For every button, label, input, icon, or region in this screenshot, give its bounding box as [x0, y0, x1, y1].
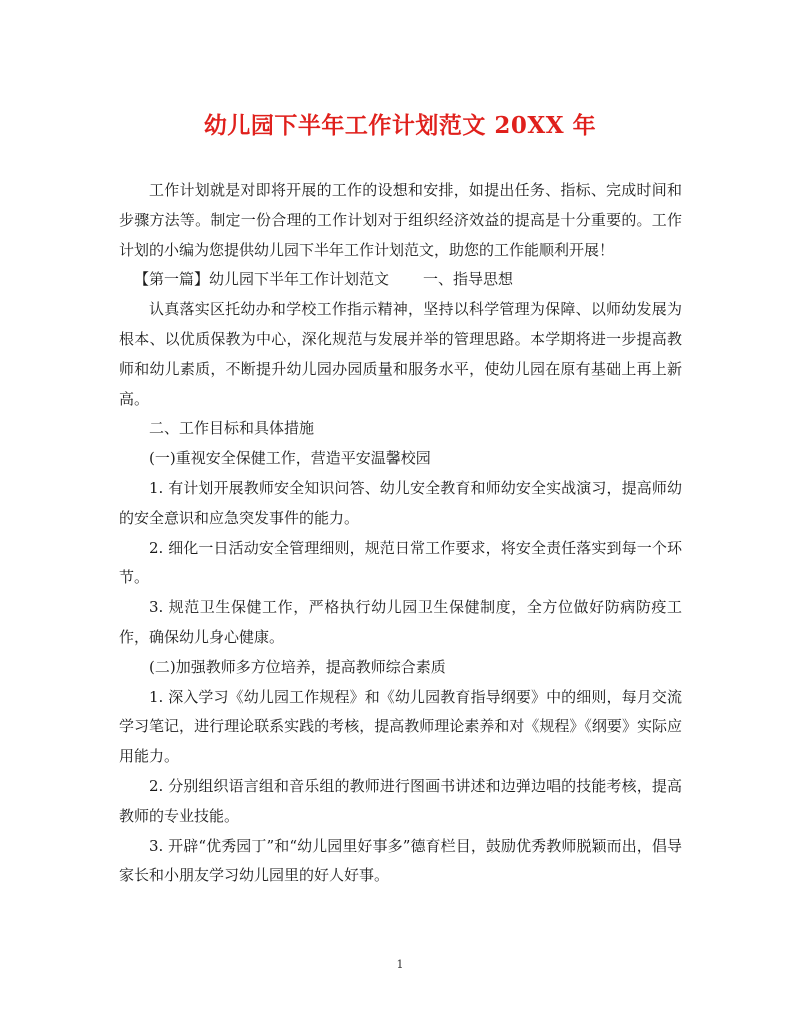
section-label: 【第一篇】幼儿园下半年工作计划范文: [134, 270, 390, 289]
heading-goals: 二、工作目标和具体措施: [149, 419, 315, 438]
safety-item-1: 1. 有计划开展教师安全知识问答、幼儿安全教育和师幼安全实战演习，提高师幼的安全意识和应急突发事件的能力。: [119, 478, 682, 527]
subheading-teachers: (二)加强教师多方位培养，提高教师综合素质: [149, 657, 446, 676]
document-body: [119, 176, 682, 891]
safety-item-2: 2. 细化一日活动安全管理细则，规范日常工作要求，将安全责任落实到每一个环节。: [119, 538, 682, 587]
subheading-safety: (一)重视安全保健工作，营造平安温馨校园: [149, 449, 431, 468]
teacher-item-3: 3. 开辟“优秀园丁”和“幼儿园里好事多”德育栏目，鼓励优秀教师脱颖而出，倡导家长和小朋友学习幼儿园里的好人好事。: [119, 836, 682, 885]
page-number: 1: [396, 958, 404, 971]
document-title: 幼儿园下半年工作计划范文 20XX 年: [203, 112, 597, 139]
safety-item-3: 3. 规范卫生保健工作，严格执行幼儿园卫生保健制度，全方位做好防病防疫工作，确保幼儿身心健康。: [119, 598, 682, 646]
section-subheading: 一、指导思想: [423, 270, 514, 289]
section-heading: [119, 265, 682, 295]
guiding-paragraph: 认真落实区托幼办和学校工作指示精神，坚持以科学管理为保障、以师幼发展为根本、以优质保教为中心，深化规范与发展并举的管理思路。本学期将进一步提高教师和幼儿素质，不断提升幼儿园办园质量和服务水平，使幼儿园在原有基础上再上新高。: [119, 300, 682, 408]
teacher-item-1: 1. 深入学习《幼儿园工作规程》和《幼儿园教育指导纲要》中的细则，每月交流学习笔记，进行理论联系实践的考核，提高教师理论素养和对《规程》《纲要》实际应用能力。: [119, 687, 682, 766]
teacher-item-2: 2. 分别组织语言组和音乐组的教师进行图画书讲述和边弹边唱的技能考核，提高教师的专业技能。: [119, 776, 682, 825]
intro-paragraph: 工作计划就是对即将开展的工作的设想和安排，如提出任务、指标、完成时间和步骤方法等。制定一份合理的工作计划对于组织经济效益的提高是十分重要的。工作计划的小编为您提供幼儿园下半年工作计划范文，助您的工作能顺利开展！: [119, 181, 682, 259]
